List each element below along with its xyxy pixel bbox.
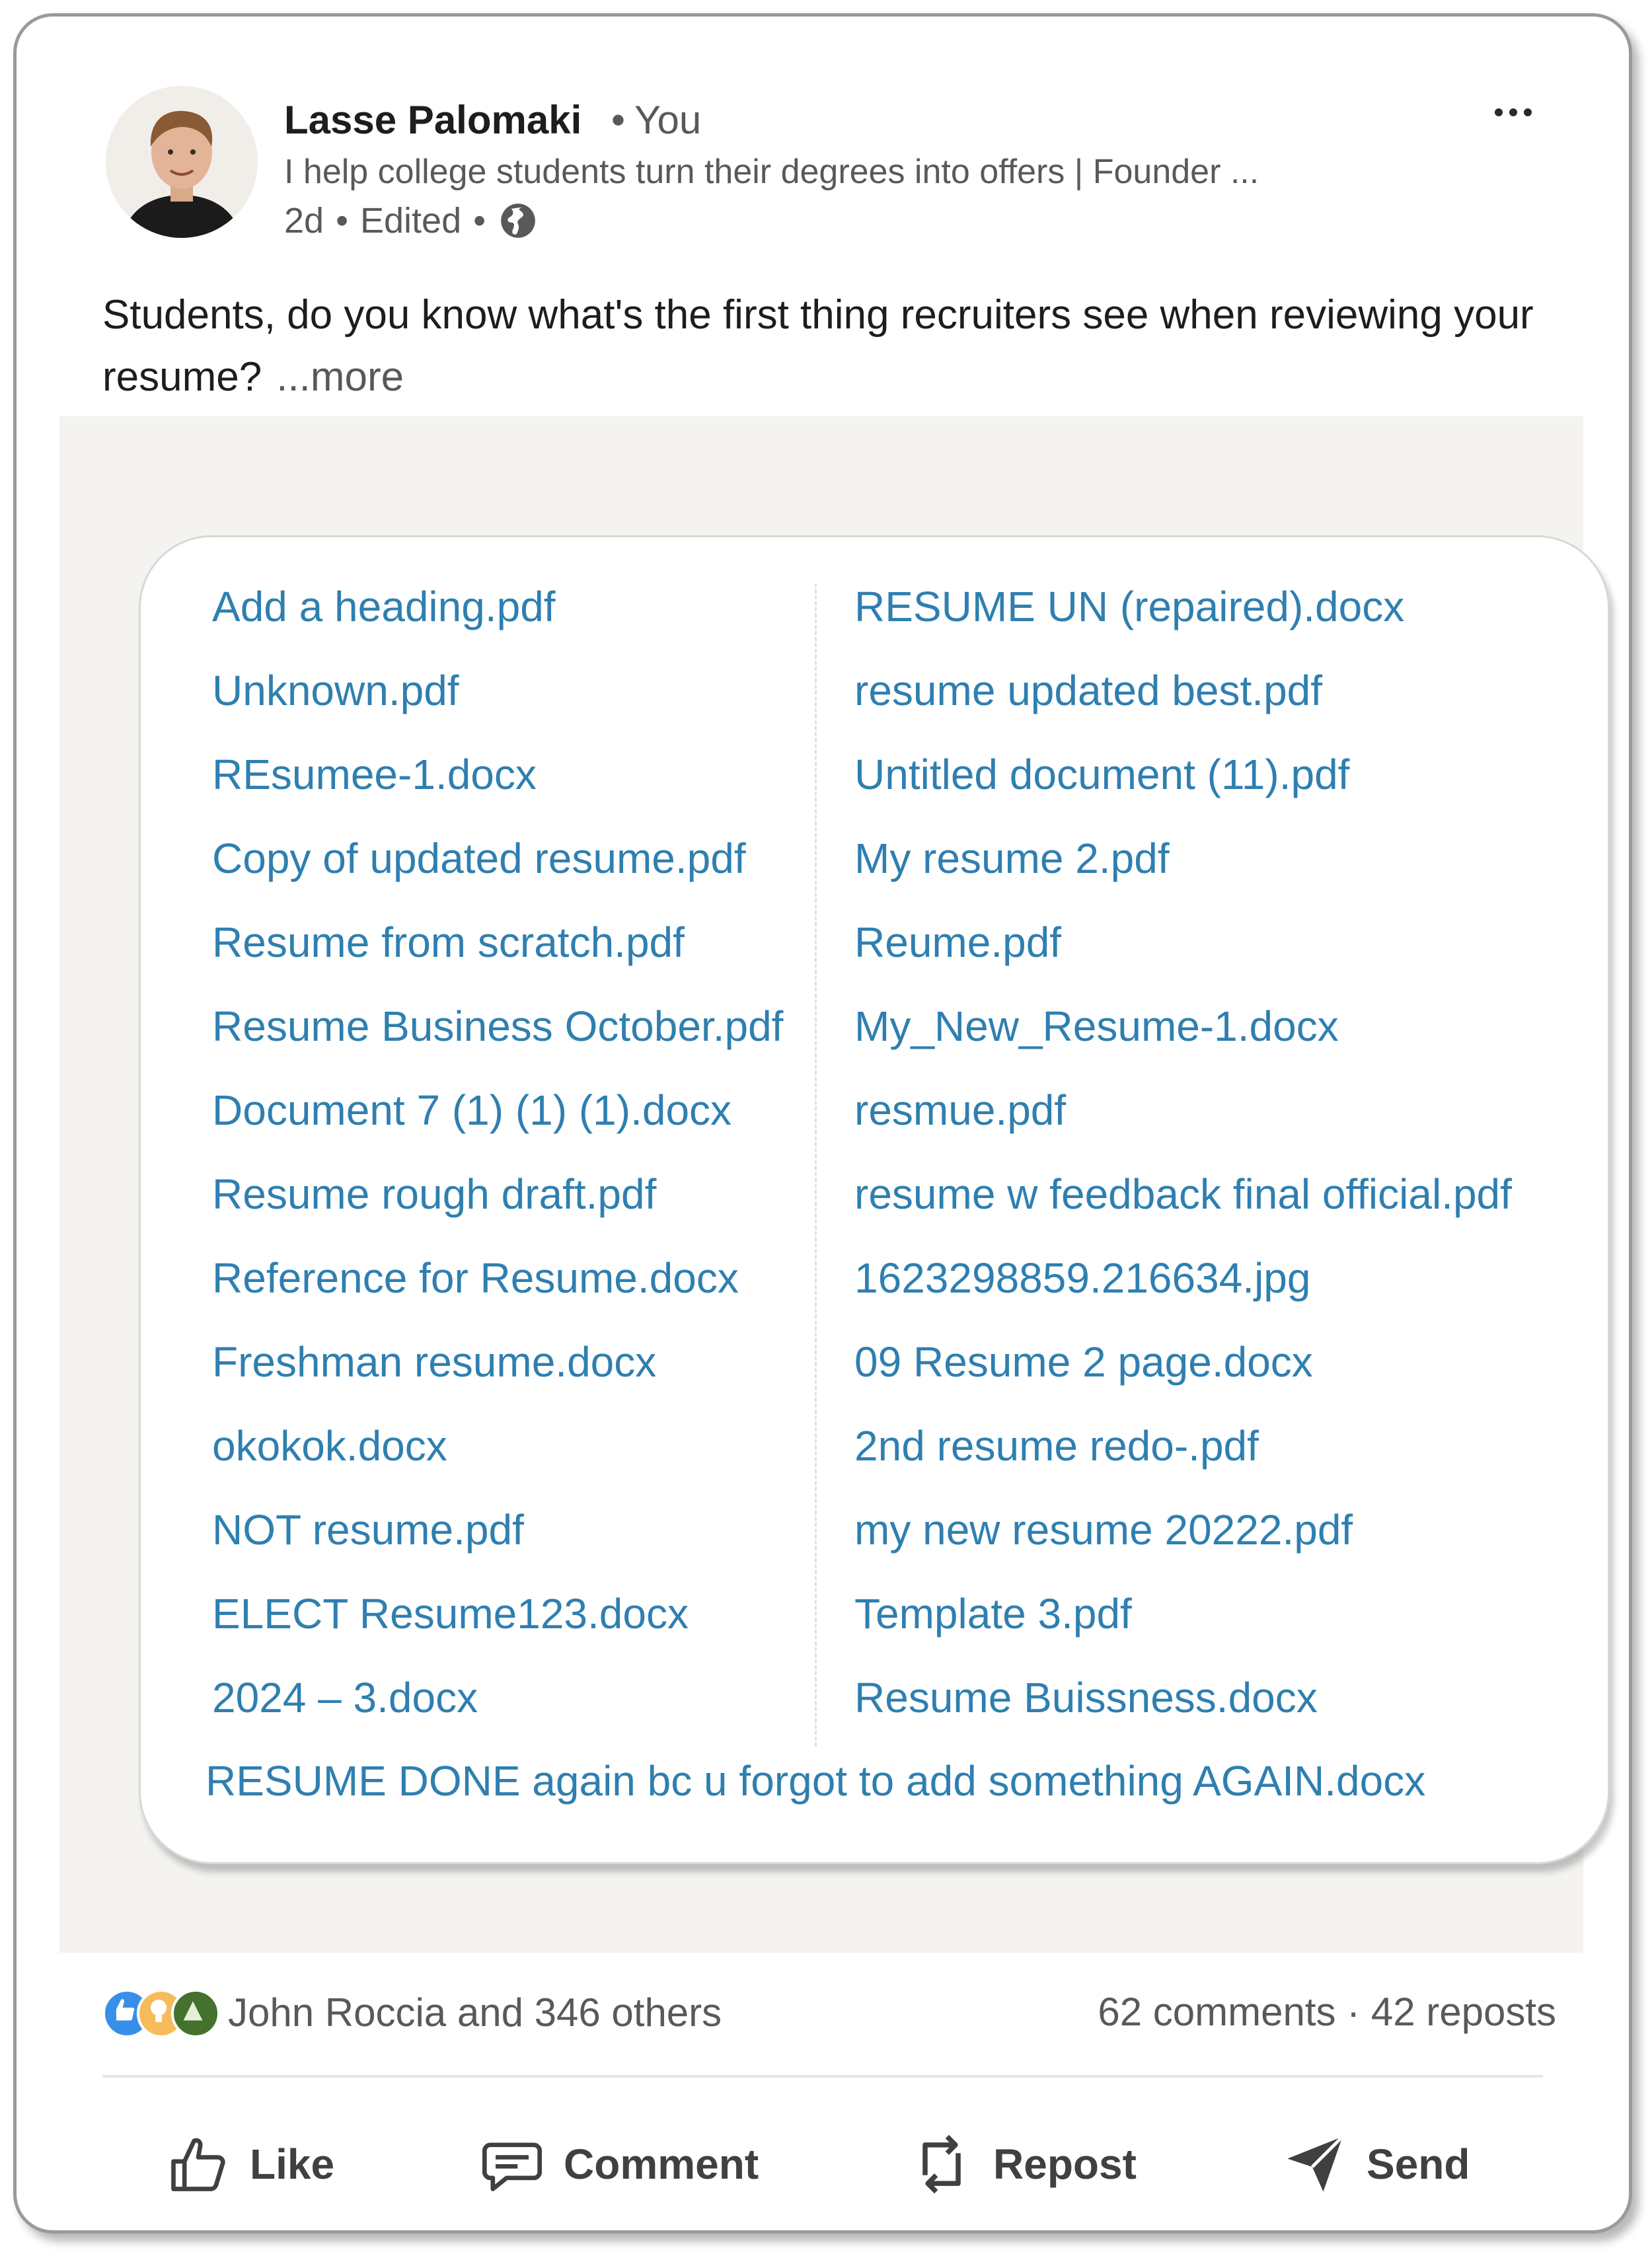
repost-button[interactable] [909,2121,1137,2207]
file-item: Add a heading.pdf [212,583,556,630]
file-item: RESUME UN (repaired).docx [854,583,1405,630]
file-item: Reference for Resume.docx [212,1254,739,1302]
file-item: Resume rough draft.pdf [212,1170,657,1218]
file-item-bottom: RESUME DONE again bc u forgot to add something AGAIN.docx [206,1757,1426,1805]
file-item: Untitled document (11).pdf [854,751,1350,798]
file-item: Copy of updated resume.pdf [212,835,746,882]
meta-separator: • [336,201,348,241]
file-item: My_New_Resume-1.docx [854,1002,1339,1050]
file-item: ELECT Resume123.docx [212,1590,689,1638]
reaction-icons [102,1989,228,2035]
post-card [13,13,1632,2234]
reactions-summary[interactable] [102,1989,722,2035]
count-separator: · [1347,1990,1371,2034]
file-item: 1623298859.216634.jpg [854,1254,1311,1302]
file-item: Template 3.pdf [854,1590,1132,1638]
file-list-card [139,535,1610,1864]
file-item: resume w feedback final official.pdf [854,1170,1512,1218]
avatar[interactable] [106,86,258,238]
file-item: Resume Business October.pdf [212,1002,784,1050]
meta-separator: • [473,201,486,241]
file-item: Resume from scratch.pdf [212,919,685,966]
post-time: 2d [284,201,324,241]
comment-button[interactable] [479,2121,759,2207]
file-item: resume updated best.pdf [854,667,1323,714]
column-divider [815,584,817,1747]
comment-icon [479,2131,545,2197]
file-item: NOT resume.pdf [212,1506,524,1554]
see-more-link[interactable]: ...more [276,354,404,400]
action-bar [17,2121,1629,2207]
post-meta [284,200,539,241]
post-text [102,284,1556,408]
engagement-counts [1098,1989,1556,2035]
author-relation: • You [611,98,702,142]
like-label: Like [250,2140,335,2188]
repost-icon [909,2131,975,2197]
reactions-text[interactable]: John Roccia and 346 others [228,1990,722,2035]
file-item: okokok.docx [212,1422,447,1470]
file-item: Unknown.pdf [212,667,459,714]
file-item: Freshman resume.docx [212,1338,657,1386]
divider [102,2075,1543,2078]
send-label: Send [1367,2140,1470,2188]
celebrate-reaction-icon [171,1989,220,2038]
file-item: REsumee-1.docx [212,751,537,798]
file-item: 09 Resume 2 page.docx [854,1338,1313,1386]
file-item: Resume Buissness.docx [854,1674,1318,1721]
file-item: my new resume 20222.pdf [854,1506,1353,1554]
file-item: 2nd resume redo-.pdf [854,1422,1259,1470]
send-icon [1282,2131,1348,2197]
author-headline: I help college students turn their degrees into offers | Founder ... [284,153,1259,191]
reposts-count[interactable]: 42 reposts [1370,1990,1556,2034]
more-icon[interactable] [1483,93,1543,132]
file-item: resmue.pdf [854,1086,1067,1134]
send-button[interactable] [1282,2121,1470,2207]
file-item: 2024 – 3.docx [212,1674,478,1721]
repost-label: Repost [993,2140,1137,2188]
comments-count[interactable]: 62 comments [1098,1990,1336,2034]
globe-icon [498,200,539,241]
edited-label: Edited [359,201,462,241]
post-image[interactable] [59,416,1583,1953]
like-button[interactable] [165,2121,334,2207]
file-item: My resume 2.pdf [854,835,1170,882]
file-item: Document 7 (1) (1) (1).docx [212,1086,732,1134]
author-name[interactable]: Lasse Palomaki [284,98,582,142]
relation-label: You [634,98,702,142]
file-item: Reume.pdf [854,919,1062,966]
post-body: Students, do you know what's the first thing recruiters see when reviewing your resume? [102,292,1534,400]
comment-label: Comment [564,2140,759,2188]
like-icon [165,2131,231,2197]
